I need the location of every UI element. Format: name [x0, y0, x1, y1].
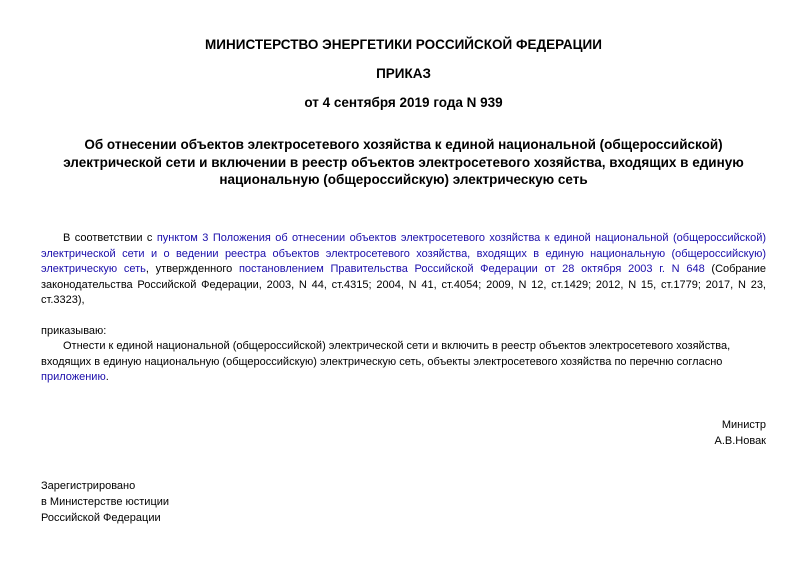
- appendix-link[interactable]: приложению: [41, 371, 106, 383]
- registration-line-2: в Министерстве юстиции: [41, 496, 170, 508]
- signature-block: [715, 417, 767, 449]
- preamble-prefix: В соответствии с: [63, 232, 157, 244]
- preamble-paragraph: [41, 231, 766, 309]
- ministry-heading: МИНИСТЕРСТВО ЭНЕРГЕТИКИ РОССИЙСКОЙ ФЕДЕРАЦИИ: [205, 37, 602, 52]
- order-paragraph: [41, 339, 766, 386]
- registration-block: [41, 478, 169, 526]
- document-date-number: от 4 сентября 2019 года N 939: [304, 95, 503, 110]
- document-type: ПРИКАЗ: [376, 66, 431, 81]
- registration-line-3: Российской Федерации: [41, 512, 161, 524]
- order-word: приказываю:: [41, 325, 107, 337]
- government-decree-link[interactable]: постановлением Правительства Российской Федерации от 28 октября 2003 г. N 648: [238, 263, 705, 275]
- registration-line-1: Зарегистрировано: [41, 480, 136, 492]
- regulation-clause-link[interactable]: пунктом 3 Положения об отнесении объектов электросетевого хозяйства к единой национальной (общероссийской) электрической сети и о ведении реестра объектов электросетевого хозяйства, входящих в единую национальную (общероссийскую) электрическую сеть: [41, 232, 766, 275]
- preamble-middle: , утвержденного: [145, 263, 239, 275]
- signatory-name: А.В.Новак: [714, 435, 766, 447]
- document-title: Об отнесении объектов электросетевого хозяйства к единой национальной (общероссийской) электрической сети и включении в реестр объектов электросетевого хозяйства, входящих в единую национальную (общероссийскую) электрическую сеть: [63, 137, 744, 187]
- preamble-suffix: (Собрание законодательства Российской Федерации, 2003, N 44, ст.4315; 2004, N 41, ст.4054; 2009, N 12, ст.1429; 2012, N 15, ст.1779; 2017, N 23, ст.3323),: [41, 263, 767, 306]
- order-text: Отнести к единой национальной (общероссийской) электрической сети и включить в реестр объектов электросетевого хозяйства, входящих в единую национальную (общероссийскую) электрическую сеть, объекты электросетевого хозяйства по перечню согласно: [41, 340, 731, 368]
- order-end: .: [105, 371, 109, 383]
- signatory-position: Министр: [721, 419, 766, 431]
